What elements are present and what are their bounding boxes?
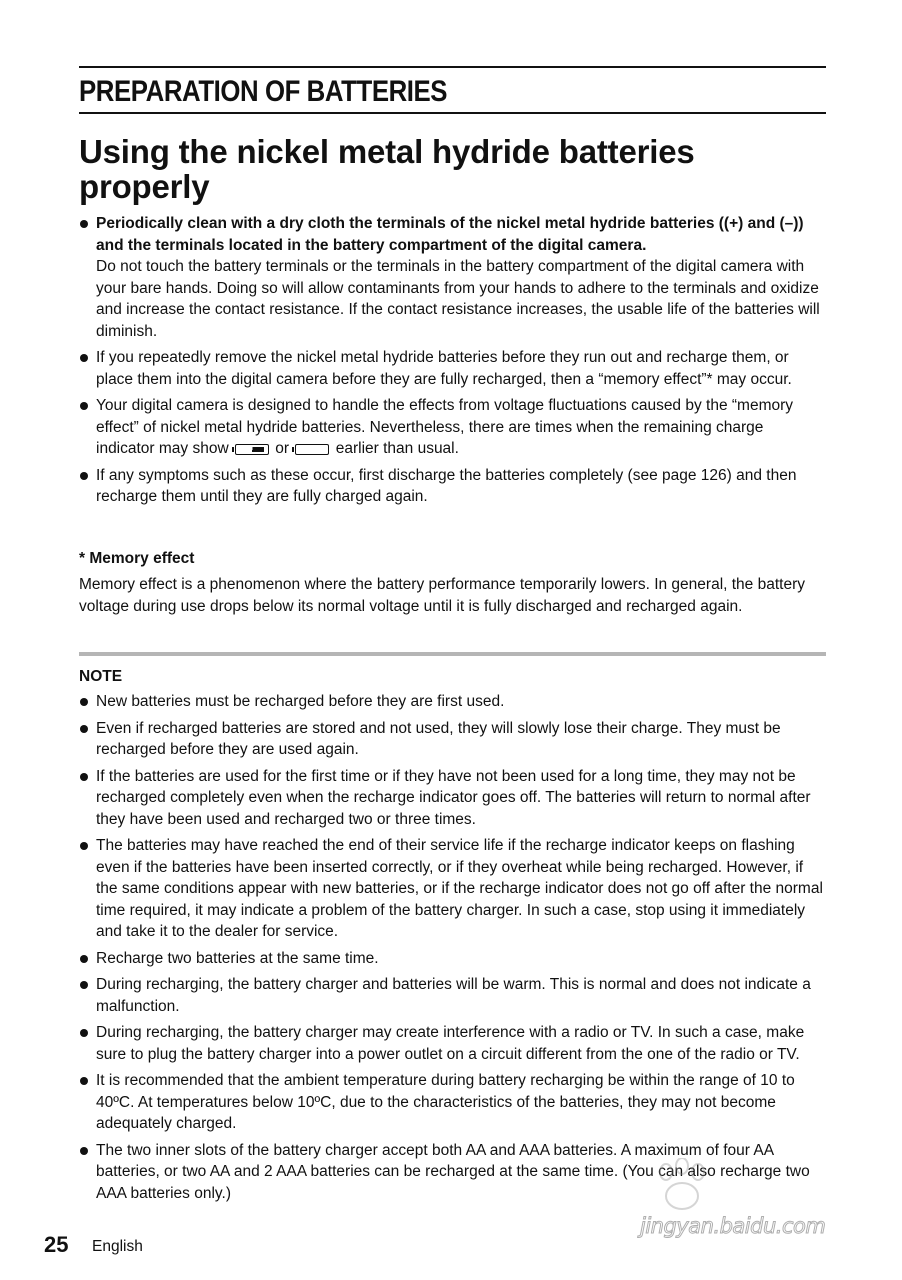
- main-bullet-list: [79, 213, 826, 513]
- note-item: Even if recharged batteries are stored and not used, they will slowly lose their charge. They must be recharged before they are used again.: [79, 718, 826, 761]
- top-rule: [79, 66, 826, 68]
- battery-empty-icon: [295, 444, 329, 455]
- bullet-text: earlier than usual.: [335, 440, 459, 457]
- bullet-text-or: or: [275, 440, 290, 457]
- page-number: 25: [44, 1232, 69, 1257]
- section-heading: PREPARATION OF BATTERIES: [79, 75, 448, 108]
- page-title: Using the nickel metal hydride batteries properly: [79, 133, 695, 205]
- note-item: New batteries must be recharged before they are first used.: [79, 691, 826, 713]
- bullet-text: If any symptoms such as these occur, first discharge the batteries completely (see page 126) and then recharge them until they are fully charged again.: [96, 466, 797, 505]
- bullet-text: Your digital camera is designed to handle the effects from voltage fluctuations caused by the “memory effect” of nickel metal hydride batteries. Nevertheless, there are times when the remaining charge indicator may show: [96, 397, 794, 457]
- bullet-text: Do not touch the battery terminals or the terminals in the battery compartment of the digital camera with your bare hands. Doing so will allow contaminants from your hands to adhere to the terminals and oxidize and increase the contact resistance. If the contact resistance increases, the usable life of the batteries will diminish.: [96, 258, 820, 340]
- note-item: Recharge two batteries at the same time.: [79, 948, 826, 970]
- note-item: If the batteries are used for the first time or if they have not been used for a long time, they may not be recharged completely even when the recharge indicator goes off. The batteries will return to normal after they have been used and recharged two or three times.: [79, 766, 826, 831]
- note-item: It is recommended that the ambient temperature during battery recharging be within the range of 10 to 40ºC. At temperatures below 10ºC, due to the characteristics of the batteries, they may not become adequately charged.: [79, 1070, 826, 1135]
- watermark-text: jingyan.baidu.com: [640, 1214, 826, 1238]
- note-list: [79, 691, 826, 1209]
- battery-low-icon: [235, 444, 269, 455]
- bullet-clean-terminals: [79, 213, 826, 342]
- bullet-discharge: [79, 465, 826, 508]
- note-item: During recharging, the battery charger and batteries will be warm. This is normal and does not indicate a malfunction.: [79, 974, 826, 1017]
- note-item: The batteries may have reached the end of their service life if the recharge indicator keeps on flashing even if the batteries have been inserted correctly, or if they overheat while being recharged. However, if the same conditions appear with new batteries, or if the recharge indicator does not go off after the normal time required, it may indicate a problem of the battery charger. In such a case, stop using it immediately and take it to the dealer for service.: [79, 835, 826, 943]
- bullet-memory-effect-warning: [79, 347, 826, 390]
- heading-rule: [79, 112, 826, 114]
- bullet-text: If you repeatedly remove the nickel metal hydride batteries before they run out and recharge them, or place them into the digital camera before they are fully recharged, then a “memory effect”* may occur.: [96, 349, 792, 388]
- note-item: During recharging, the battery charger may create interference with a radio or TV. In such a case, make sure to plug the battery charger into a power outlet on a circuit different from the one of the radio or TV.: [79, 1022, 826, 1065]
- note-item: The two inner slots of the battery charger accept both AA and AAA batteries. A maximum of four AA batteries, or two AA and 2 AAA batteries can be recharged at the same time. (You can also recharge two AAA batteries only.): [79, 1140, 826, 1205]
- memory-effect-title: * Memory effect: [79, 550, 195, 567]
- bullet-charge-indicator: [79, 395, 826, 460]
- page-language: English: [92, 1238, 143, 1255]
- memory-effect-text: Memory effect is a phenomenon where the battery performance temporarily lowers. In general, the battery voltage during use drops below its normal voltage until it is fully discharged and recharged again.: [79, 576, 805, 615]
- bullet-bold-text: Periodically clean with a dry cloth the terminals of the nickel metal hydride batteries ((+) and (–)) and the terminals located in the battery compartment of the digital camera.: [96, 215, 804, 254]
- note-divider: [79, 652, 826, 656]
- note-title: NOTE: [79, 668, 123, 685]
- memory-effect-section: [79, 548, 826, 617]
